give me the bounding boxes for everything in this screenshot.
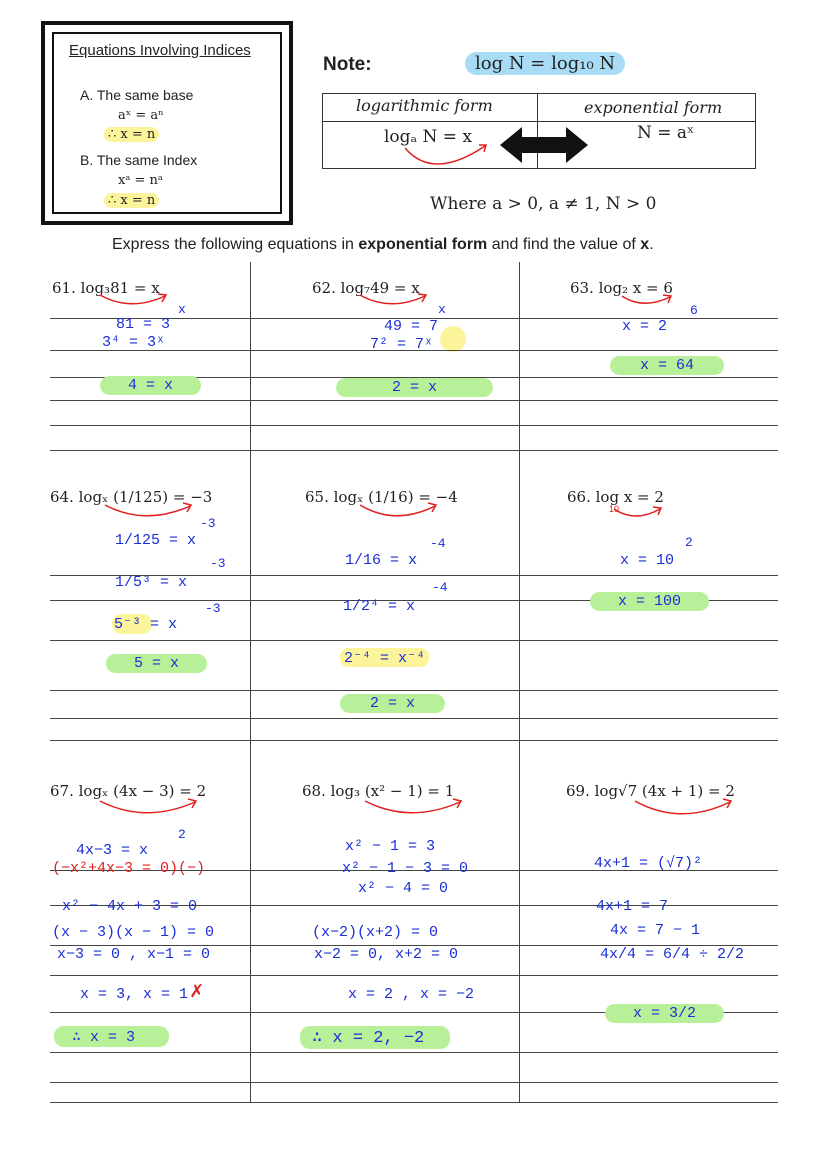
p68-answer: ∴ x = 2, −2: [300, 1026, 450, 1049]
p64-step3: 5⁻³ = x: [114, 616, 178, 633]
red-curve-arrow: [405, 146, 485, 164]
p65-answer: 2 = x: [340, 694, 445, 713]
table-divider-h: [323, 121, 755, 122]
rule-line: [50, 1102, 778, 1103]
p63-step1: x = 2: [622, 318, 668, 335]
problem-65: 65. logₓ (1/16) = −4: [305, 488, 458, 506]
p66-arrow: [610, 505, 670, 525]
p62-highlight: [440, 326, 466, 352]
rule-line: [50, 450, 778, 451]
p67-answer: ∴ x = 3: [54, 1026, 169, 1047]
rule-line: [50, 1052, 778, 1053]
column-divider-2: [519, 262, 520, 1102]
rule-line: [50, 718, 778, 719]
p68-step4: (x−2)(x+2) = 0: [312, 924, 439, 941]
p68-step6: x = 2 , x = −2: [348, 986, 475, 1003]
problem-66: 66. log x = 2: [567, 488, 664, 506]
double-arrow-icon: [500, 125, 590, 165]
p62-arrow: [355, 290, 435, 312]
p66-step1: x = 10: [620, 552, 675, 569]
p66-base: 10: [609, 504, 620, 514]
p65-step1: 1/16 = x: [345, 552, 418, 569]
log-definition: log N = log₁₀ N: [465, 52, 625, 75]
p67-step2: (−x²+4x−3 = 0)(−): [52, 860, 206, 877]
rule-line: [50, 1082, 778, 1083]
p65-step2: 1/2⁴ = x: [343, 598, 416, 615]
log-form-header: logarithmic form: [356, 96, 493, 115]
p64-exp3: -3: [205, 601, 221, 616]
instruction-post: .: [649, 236, 654, 253]
p64-arrow: [100, 500, 200, 525]
p63-answer: x = 64: [610, 356, 724, 375]
rule-a-title: A. The same base: [80, 87, 194, 103]
p67-exp: 2: [178, 827, 186, 842]
problem-67: 67. logₓ (4x − 3) = 2: [50, 782, 207, 800]
p64-exp1: -3: [200, 516, 216, 531]
instruction-bold-x: x: [640, 236, 650, 253]
rule-b-equation: xᵃ = nᵃ: [118, 173, 163, 188]
rule-b-title: B. The same Index: [80, 152, 198, 168]
rule-a-result: ∴ x = n: [104, 127, 159, 142]
p69-step2: 4x+1 = 7: [596, 898, 669, 915]
p67-arrow: [95, 796, 205, 824]
problem-63: 63. log₂ x = 6: [570, 279, 673, 297]
p61-arrow: [95, 290, 175, 312]
p64-answer: 5 = x: [106, 654, 207, 673]
p67-step4: (x − 3)(x − 1) = 0: [52, 924, 215, 941]
problem-62: 62. log₇49 = x: [312, 279, 420, 297]
p65-arrow: [355, 500, 445, 525]
instruction-bold-exponential: exponential form: [358, 236, 488, 253]
p66-exp: 2: [685, 535, 693, 550]
p65-exp1: -4: [430, 536, 446, 551]
rule-line: [50, 425, 778, 426]
p68-step3: x² − 4 = 0: [358, 880, 449, 897]
p69-answer: x = 3/2: [605, 1004, 724, 1023]
rule-line: [50, 975, 778, 976]
condition-text: Where a > 0, a ≠ 1, N > 0: [430, 194, 657, 214]
instruction: [112, 236, 654, 254]
rule-line: [50, 740, 778, 741]
p67-step1: 4x−3 = x: [76, 842, 149, 859]
column-divider-1: [250, 262, 251, 1102]
p61-exp: x: [178, 302, 186, 317]
p69-arrow: [630, 796, 740, 826]
rule-line: [50, 690, 778, 691]
p65-step3: 2⁻⁴ = x⁻⁴: [340, 648, 429, 667]
problem-69: 69. log√7 (4x + 1) = 2: [566, 782, 735, 800]
p67-cross-icon: ✗: [190, 979, 204, 1004]
p65-exp2: -4: [432, 580, 448, 595]
p64-step1: 1/125 = x: [115, 532, 197, 549]
problem-64: 64. logₓ (1/125) = −3: [50, 488, 213, 506]
p67-step3: x² − 4x + 3 = 0: [62, 898, 198, 915]
p61-step2: 3⁴ = 3ˣ: [102, 334, 166, 351]
log-form-example: logₐ N = x: [384, 127, 473, 147]
p67-step5: x−3 = 0 , x−1 = 0: [57, 946, 211, 963]
form-arrows-svg: [395, 143, 505, 183]
p63-arrow: [618, 292, 678, 312]
p68-step5: x−2 = 0, x+2 = 0: [314, 946, 459, 963]
indices-title: Equations Involving Indices: [69, 42, 251, 59]
p67-step6: x = 3, x = 1: [80, 986, 189, 1003]
instruction-pre: Express the following equations in: [112, 236, 359, 253]
p68-step1: x² − 1 = 3: [345, 838, 436, 855]
p62-step1: 49 = 7: [384, 318, 439, 335]
exp-form-header: exponential form: [584, 98, 723, 117]
rule-line: [50, 640, 778, 641]
instruction-mid: and find the value of: [487, 236, 641, 253]
indices-box: [52, 32, 282, 214]
p62-exp: x: [438, 302, 446, 317]
p68-step2: x² − 1 − 3 = 0: [342, 860, 469, 877]
rule-b-result: ∴ x = n: [104, 193, 159, 208]
p66-answer: x = 100: [590, 592, 709, 611]
note-label: Note:: [323, 54, 372, 75]
p62-step2: 7² = 7ˣ: [370, 336, 434, 353]
exp-form-example: N = aˣ: [637, 123, 695, 143]
p64-exp2: -3: [210, 556, 226, 571]
p64-step2: 1/5³ = x: [115, 574, 188, 591]
rule-a-equation: aˣ = aⁿ: [118, 108, 164, 123]
p69-step3: 4x = 7 − 1: [610, 922, 701, 939]
p61-answer: 4 = x: [100, 376, 201, 395]
p69-step1: 4x+1 = (√7)²: [594, 855, 703, 872]
p69-step4: 4x/4 = 6/4 ÷ 2/2: [600, 946, 745, 963]
rule-line: [50, 400, 778, 401]
problem-61: 61. log₃81 = x: [52, 279, 160, 297]
p61-step1: 81 = 3: [116, 316, 171, 333]
p63-exp: 6: [690, 303, 698, 318]
problem-68: 68. log₃ (x² − 1) = 1: [302, 782, 455, 800]
p68-arrow: [360, 796, 470, 824]
p62-answer: 2 = x: [336, 378, 493, 397]
